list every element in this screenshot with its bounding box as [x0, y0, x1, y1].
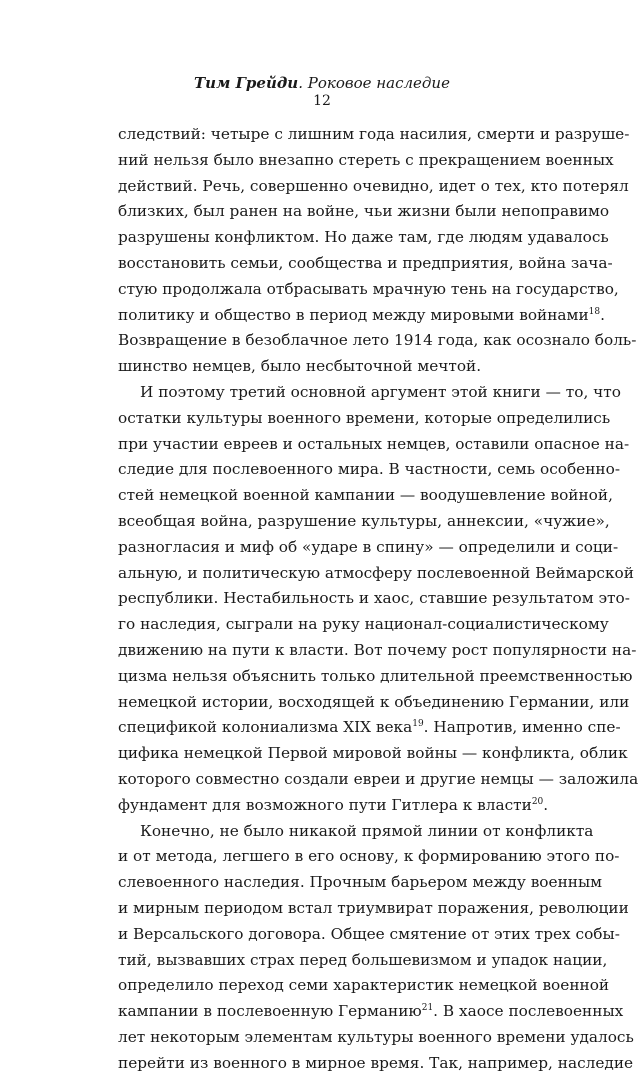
text-line: альную, и политическую атмосферу послевоенной Веймарской [118, 563, 634, 582]
text-line: разрушены конфликтом. Но даже там, где людям удавалось [118, 228, 609, 247]
text-line: и мирным периодом встал триумвират поражения, революции [118, 898, 629, 917]
text-line: И поэтому третий основной аргумент этой книги — то, что [140, 382, 621, 401]
text-line: всеобщая война, разрушение культуры, аннексии, «чужие», [118, 511, 610, 530]
text-line: при участии евреев и остальных немцев, оставили опасное на- [118, 434, 630, 453]
footnote-ref: 18 [588, 306, 601, 317]
text-line: стей немецкой военной кампании — воодушевление войной, [118, 486, 613, 505]
text-line: политику и общество в период между мировыми войнами$^{18}$. [118, 305, 605, 324]
text-line: разногласия и миф об «ударе в спину» — определили и соци- [118, 537, 619, 556]
text-line: определило переход семи характеристик немецкой военной [118, 976, 610, 995]
text-line: слевоенного наследия. Прочным барьером между военным [118, 873, 603, 892]
text-line: го наследия, сыграли на руку национал-социалистическому [118, 615, 609, 634]
text-line: и Версальского договора. Общее смятение от этих трех собы- [118, 924, 620, 943]
text-line: тий, вызвавших страх перед большевизмом и упадок нации, [118, 950, 608, 969]
text-line: восстановить семьи, сообщества и предприятия, война зача- [118, 253, 613, 272]
text-line: фундамент для возможного пути Гитлера к власти$^{20}$. [118, 795, 549, 814]
text-line: спецификой колониализма XIX века$^{19}$. Напротив, именно спе- [118, 718, 621, 737]
text-line: движению на пути к власти. Вот почему рост популярности на- [118, 640, 637, 659]
header-author: Тим Грейди [194, 74, 299, 92]
text-line: следие для послевоенного мира. В частности, семь особеннo- [118, 460, 620, 479]
text-line: следствий: четыре с лишним года насилия, смерти и разруше- [118, 125, 630, 143]
text-line: которого совместно создали евреи и другие немцы — заложила [118, 769, 639, 788]
text-line: действий. Речь, совершенно очевидно, идет о тех, кто потерял [118, 176, 629, 195]
text-line: перейти из военного в мирное время. Так, например, наследие [118, 1053, 634, 1072]
body-text [118, 122, 639, 1076]
text-line: остатки культуры военного времени, которые определились [118, 408, 611, 427]
text-line: цифика немецкой Первой мировой войны — конфликта, облик [118, 744, 628, 763]
text-line: немецкой истории, восходящей к объединению Германии, или [118, 692, 630, 711]
footnote-ref: 20 [531, 796, 544, 807]
text-line: стую продолжала отбрасывать мрачную тень на государство, [118, 279, 619, 298]
text-line: и от метода, легшего в его основу, к формированию этого по- [118, 847, 620, 866]
footnote-ref: 21 [421, 1003, 434, 1014]
text-line: цизма нельзя объяснить только длительной преемственностью [118, 666, 633, 685]
text-line: шинство немцев, было несбыточной мечтой. [118, 357, 482, 376]
running-header [0, 74, 644, 92]
footnote-ref: 19 [412, 719, 424, 730]
text-line: республики. Нестабильность и хаос, ставшие результатом это- [118, 589, 630, 608]
text-line: кампании в послевоенную Германию$^{21}$. В хаосе послевоенных [118, 1002, 624, 1021]
text-line: Конечно, не было никакой прямой линии от конфликта [140, 821, 594, 840]
text-line: ний нельзя было внезапно стереть с прекращением военных [118, 150, 614, 169]
page-number: 12 [313, 93, 331, 109]
header-separator: . [298, 74, 308, 92]
text-line: лет некоторым элементам культуры военного времени удалось [118, 1027, 634, 1046]
text-line: близких, был ранен на войне, чьи жизни были непоправимо [118, 202, 610, 221]
text-line: Возвращение в безоблачное лето 1914 года, как осознало боль- [118, 331, 637, 350]
header-book-title: Роковое наследие [307, 74, 450, 92]
